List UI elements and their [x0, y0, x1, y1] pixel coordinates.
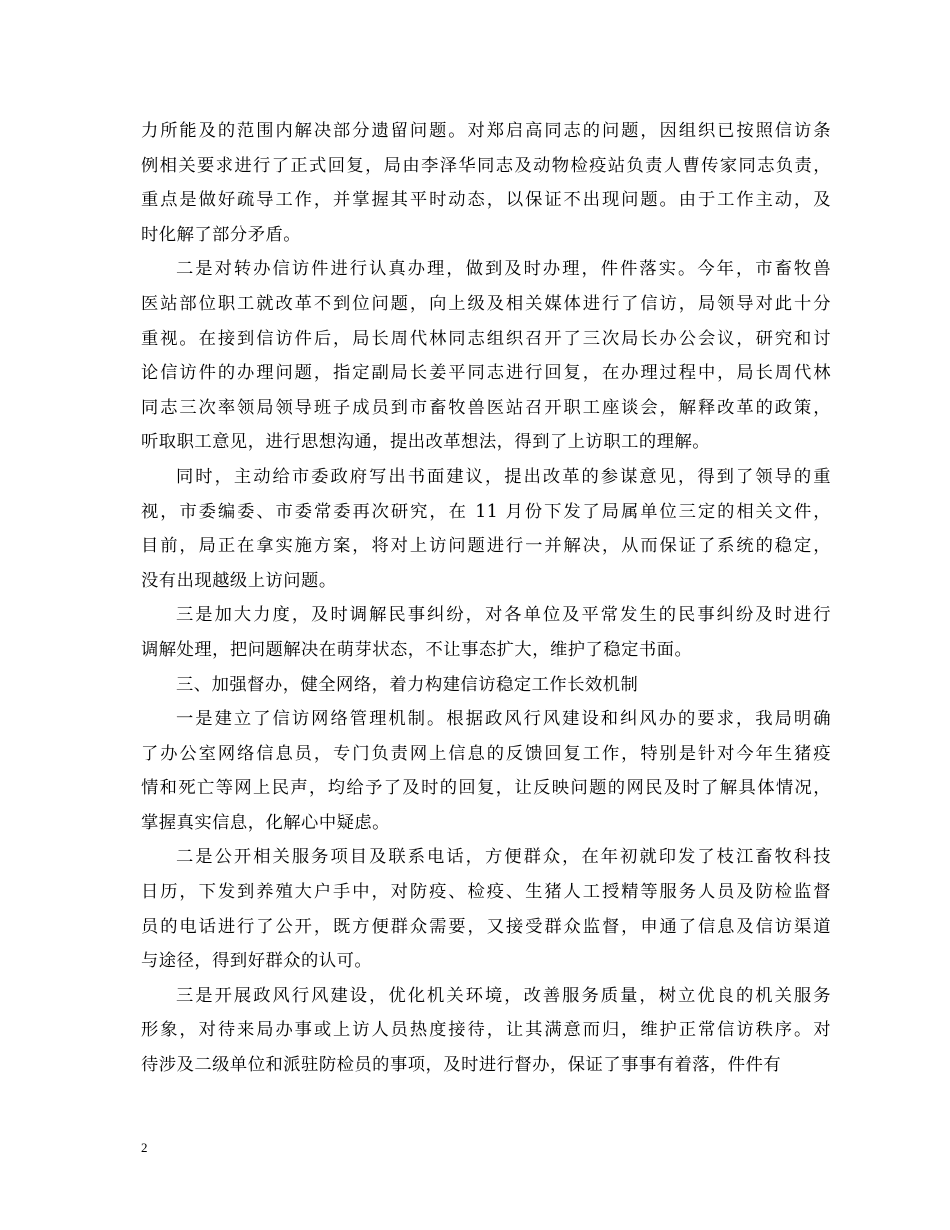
body-paragraph: [141, 252, 831, 460]
text-line: 同志三次率领局领导班子成员到市畜牧兽医站召开职工座谈会，解释改革的政策，: [141, 397, 831, 418]
body-paragraph: [141, 840, 831, 978]
text-line: 与途径，得到好群众的认可。: [141, 951, 373, 972]
text-line: 了办公室网络信息员，专门负责网上信息的反馈回复工作，特别是针对今年生猪疫: [141, 743, 831, 764]
text-line: 日历，下发到养殖大户手中，对防疫、检疫、生猪人工授精等服务人员及防检监督: [141, 882, 831, 903]
text-line: 二是公开相关服务项目及联系电话，方便群众，在年初就印发了枝江畜牧科技: [176, 847, 831, 868]
text-line: 三、加强督办，健全网络，着力构建信访稳定工作长效机制: [176, 674, 639, 695]
text-line: 员的电话进行了公开，既方便群众需要，又接受群众监督，申通了信息及信访渠道: [141, 916, 831, 937]
text-line: 二是对转办信访件进行认真办理，做到及时办理，件件落实。今年，市畜牧兽: [176, 259, 831, 280]
body-paragraph: [141, 979, 831, 1083]
body-paragraph: [141, 460, 831, 598]
page-number: 2: [141, 1140, 148, 1155]
body-paragraph: [141, 598, 831, 667]
text-line: 同时，主动给市委政府写出书面建议，提出改革的参谋意见，得到了领导的重: [176, 466, 831, 487]
text-line: 形象，对待来局办事或上访人员热度接待，让其满意而归，维护正常信访秩序。对: [141, 1020, 831, 1041]
document-body: [141, 114, 831, 1083]
text-line: 力所能及的范围内解决部分遗留问题。对郑启高同志的问题，因组织已按照信访条: [141, 121, 831, 141]
body-paragraph: [141, 114, 831, 252]
text-line: 重点是做好疏导工作，并掌握其平时动态，以保证不出现问题。由于工作主动，及: [141, 190, 831, 211]
text-line: 掌握真实信息，化解心中疑虑。: [141, 812, 390, 833]
text-line: 调解处理，把问题解决在萌芽状态，不让事态扩大，维护了稳定书面。: [141, 639, 693, 660]
text-line: 听取职工意见，进行思想沟通，提出改革想法，得到了上访职工的理解。: [141, 432, 711, 453]
text-line: 视，市委编委、市委常委再次研究，在 11 月份下发了局属单位三定的相关文件，: [141, 501, 831, 522]
text-line: 一是建立了信访网络管理机制。根据政风行风建设和纠风办的要求，我局明确: [176, 709, 831, 730]
text-line: 例相关要求进行了正式回复，局由李泽华同志及动物检疫站负责人曹传家同志负责，: [141, 155, 831, 176]
text-line: 待涉及二级单位和派驻防检员的事项，及时进行督办，保证了事事有着落，件件有: [141, 1055, 782, 1076]
body-paragraph: [141, 702, 831, 840]
text-line: 时化解了部分矛盾。: [141, 224, 302, 245]
text-line: 三是开展政风行风建设，优化机关环境，改善服务质量，树立优良的机关服务: [176, 985, 831, 1006]
text-line: 情和死亡等网上民声，均给予了及时的回复，让反映问题的网民及时了解具体情况，: [141, 778, 831, 799]
body-paragraph: [141, 668, 831, 703]
text-line: 三是加大力度，及时调解民事纠纷，对各单位及平常发生的民事纠纷及时进行: [176, 605, 831, 626]
text-line: 重视。在接到信访件后，局长周代林同志组织召开了三次局长办公会议，研究和讨: [141, 328, 831, 349]
text-line: 医站部位职工就改革不到位问题，向上级及相关媒体进行了信访，局领导对此十分: [141, 293, 831, 314]
text-line: 没有出现越级上访问题。: [141, 570, 337, 591]
text-line: 论信访件的办理问题，指定副局长姜平同志进行回复，在办理过程中，局长周代林: [141, 363, 831, 384]
text-line: 目前，局正在拿实施方案，将对上访问题进行一并解决，从而保证了系统的稳定，: [141, 536, 831, 557]
